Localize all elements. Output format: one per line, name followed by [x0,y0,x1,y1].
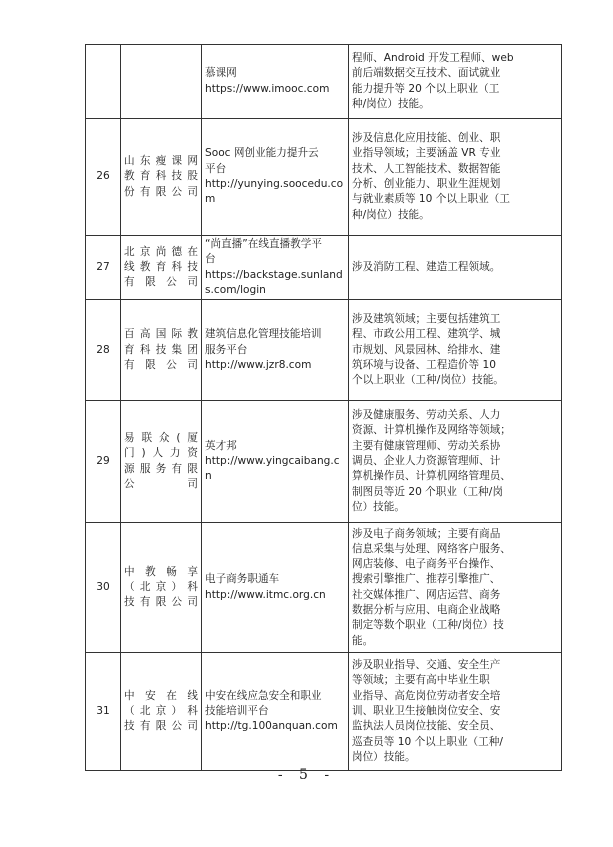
training-scope-line: 技术、人工智能技术、数据智能 [352,162,501,175]
training-scope-line: 程师、Android 开发工程师、web [352,51,514,64]
organization-name-line: 百高国际教 [124,328,198,341]
training-scope-line: 数据分析与应用、电商企业战略 [352,603,501,616]
training-scope-line: 涉及消防工程、建造工程领域。 [352,260,501,273]
table-row [86,653,562,771]
organization-name [121,523,202,653]
organization-name-line: 中安在线 [124,689,198,702]
organization-name-line: 易联众(厦 [124,432,198,445]
table-row [86,236,562,300]
organization-name-line: 技有限公司 [124,720,198,733]
training-scope [349,523,562,653]
organization-name-line: （北京）科 [124,705,198,718]
platform-info-line: “尚直播”在线直播教学平 [205,238,322,250]
platform-info-line: 慕课网 [205,67,237,80]
training-scope-line: 个以上职业（工种/岗位）技能。 [352,374,504,387]
training-scope-line: 训、职业卫生接触岗位安全、安 [352,705,501,718]
training-scope-line: 涉及健康服务、劳动关系、人力 [352,409,501,422]
organization-name [121,119,202,236]
organization-name-line: 教育科技股 [124,170,198,183]
training-scope-line: 主要有健康管理师、劳动关系协 [352,439,501,452]
organization-name-line: 门)人力资 [124,447,198,460]
platform-info-line: s.com/login [205,283,266,296]
organization-name-line: 线教育科技 [124,260,198,273]
organization-name-line: 有限公司 [124,358,198,371]
platform-info-line: n [205,470,212,483]
training-scope [349,300,562,401]
training-scope-line: 涉及电子商务领域；主要有商品 [352,527,501,540]
training-scope-line: 种/岗位）技能。 [352,97,430,110]
row-number: 28 [86,300,121,401]
organization-name-line: 有限公司 [124,276,198,289]
organization-name-line: （北京）科 [124,581,198,594]
organization-name [121,236,202,300]
training-scope [349,401,562,523]
row-number: 30 [86,523,121,653]
training-scope-line: 种/岗位）技能。 [352,208,430,221]
platform-info-line: 技能培训平台 [205,705,269,718]
platform-info [202,119,349,236]
organization-name-line: 中教畅享 [124,565,198,578]
organization-name-line: 份有限公司 [124,185,198,198]
training-scope-line: 调员、企业人力资源管理师、计 [352,455,501,468]
organization-name-line: 公司 [124,477,198,490]
training-scope-line: 搜索引擎推广、推荐引擎推广、 [352,573,501,586]
page-number: - 5 - [277,767,336,783]
platform-info-line: http://tg.100anquan.com [205,720,338,733]
training-scope-line: 涉及信息化应用技能、创业、职 [352,132,501,145]
organization-name-line: 育科技集团 [124,343,198,356]
row-number: 27 [86,236,121,300]
training-scope [349,45,562,119]
training-scope-line: 能。 [352,634,374,647]
platform-info-line: 建筑信息化管理技能培训 [205,328,322,341]
table-row [86,45,562,119]
training-scope-line: 网店装修、电子商务平台操作、 [352,558,501,571]
organization-name [121,300,202,401]
training-scope-line: 制图员等近 20 个职业（工种/岗 [352,485,503,498]
platform-info [202,300,349,401]
training-scope-line: 筑环境与设备、工程造价等 10 [352,358,496,371]
organization-name-line: 源服务有限 [124,462,198,475]
platform-info [202,523,349,653]
row-number [86,45,121,119]
table-row [86,300,562,401]
platform-info [202,236,349,300]
platform-info [202,401,349,523]
platform-info-line: https://www.imooc.com [205,82,330,95]
training-scope-line: 资源、计算机操作及网络等领域； [352,424,511,437]
training-scope-line: 制定等数个职业（工种/岗位）技 [352,619,504,632]
platform-info-line: http://www.itmc.org.cn [205,588,326,601]
training-scope-line: 岗位）技能。 [352,750,416,763]
training-scope-line: 涉及职业指导、交通、安全生产 [352,659,501,672]
platform-info [202,653,349,771]
platform-info-line: 服务平台 [205,343,248,356]
platform-info-line: https://backstage.sunland [205,268,343,281]
platform-info-line: http://www.jzr8.com [205,358,312,371]
training-scope-line: 市规划、风景园林、给排水、建 [352,343,501,356]
training-scope-line: 分析、创业能力、职业生涯规划 [352,178,501,190]
training-scope-line: 位）技能。 [352,500,405,513]
platform-info-line: m [205,193,216,206]
training-scope-line: 社交媒体推广、网店运营、商务 [352,588,501,601]
platform-table [85,44,562,771]
training-scope-line: 程、市政公用工程、建筑学、城 [352,328,501,341]
row-number: 26 [86,119,121,236]
training-scope-line: 前后端数据交互技术、面试就业 [352,67,501,80]
organization-name [121,653,202,771]
platform-info-line: 电子商务职通车 [205,573,280,586]
platform-info-line: 英才邦 [205,439,237,452]
table-row [86,401,562,523]
organization-name-line: 技有限公司 [124,596,198,609]
platform-info-line: 中安在线应急安全和职业 [205,689,322,702]
platform-info-line: 台 [205,253,216,266]
training-scope-line: 巡查员等 10 个以上职业（工种/ [352,735,503,748]
row-number: 29 [86,401,121,523]
platform-info-line: Sooc 网创业能力提升云 [205,147,319,160]
platform-info-line: http://yunying.soocedu.co [205,178,344,190]
platform-info-line: http://www.yingcaibang.c [205,455,340,468]
training-scope-line: 能力提升等 20 个以上职业（工 [352,82,500,95]
table-row [86,119,562,236]
platform-info-line: 平台 [205,162,227,175]
organization-name [121,45,202,119]
training-scope-line: 等领域；主要有高中毕业生职 [352,674,490,687]
training-scope-line: 业指导领域；主要涵盖 VR 专业 [352,147,501,160]
organization-name-line: 北京尚德在 [124,245,198,258]
training-scope [349,236,562,300]
training-scope [349,653,562,771]
training-scope-line: 监执法人员岗位技能、安全员、 [352,720,501,733]
training-scope-line: 涉及建筑领域；主要包括建筑工 [352,312,501,325]
training-scope-line: 算机操作员、计算机网络管理员、 [352,470,511,483]
row-number: 31 [86,653,121,771]
training-scope-line: 信息采集与处理、网络客户服务、 [352,542,511,555]
organization-name-line: 山东瘦课网 [124,155,198,168]
training-scope [349,119,562,236]
training-scope-line: 业指导、高危岗位劳动者安全培 [352,689,501,702]
organization-name [121,401,202,523]
training-scope-line: 与就业素质等 10 个以上职业（工 [352,193,510,206]
table-row [86,523,562,653]
platform-info [202,45,349,119]
